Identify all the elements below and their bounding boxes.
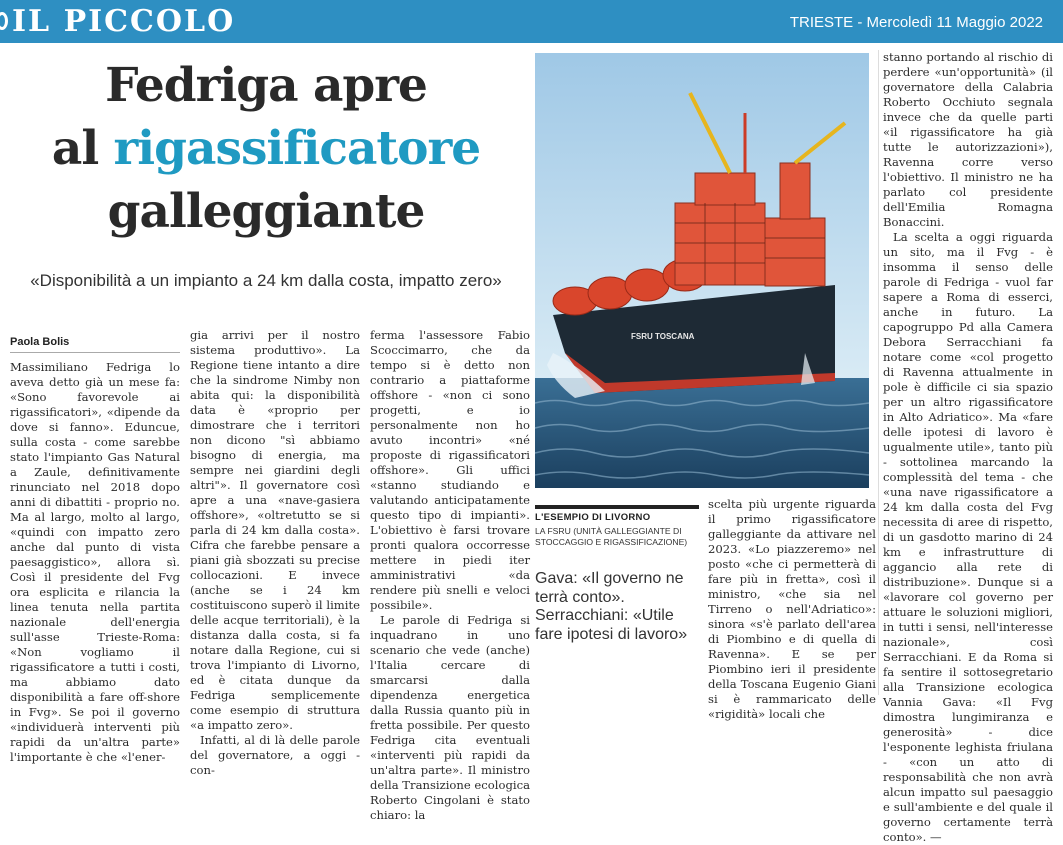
headline (10, 54, 522, 243)
paragraph: La scelta a oggi riguarda un sito, ma il Fvg - è insomma il senso delle parole di Fedriga - vuol far sapere a Roma di esserci, anche in futuro. La capogruppo Pd alla Camera Debora Serracchiani fa notare come «col progetto di Ravenna attualmente in pole è difficile ci sia spazio per un altro rigassificatore in Alto Adriatico». Ma «fare delle ipotesi di lavoro è ugualmente utile», tanto più - sottolinea marcando la complessità del tema - che «una nave rigassificatore a 24 km dalla costa del Fvg necessita di aree di rispetto, di un gasdotto marino di 24 km e infrastrutture di aggancio alla rete di distribuzione». Dunque si a «lavorare col governo per attuare le soluzioni migliori, in tutti i sensi, nell'interesse nazionale», così Serracchiani. E da Roma si fa sentire il sottosegretario alla Transizione ecologica Vannia Gava: «Il Fvg dimostra lungimiranza e generosità» - dice l'esponente leghista friulana - «con un atto di responsabilità che non avrà alcun impatto sul paesaggio e sull'ambiente e del quale il governo certamente terrà conto». — (883, 230, 1053, 844)
article-column-2 (190, 328, 360, 777)
article-column-5 (883, 50, 1053, 844)
paragraph: Massimiliano Fedriga lo aveva detto già un mese fa: «Sono favorevole ai rigassificatori», «dipende da dove si fanno». Eduncue, sulla costa - come sarebbe stato l'impianto Gas Natural a Zaule, definitivamente rinunciato nel 2018 dopo anni di dibattiti - proprio no. Ma al largo, molto al largo, «quindi con impatto zero anche dal punto di vista paesaggistico», allora sì. Così il presidente del Fvg ora esplicita e rilancia la linea tenuta nella partita nazionale dell'energia sull'asse Trieste-Roma: «Non vogliamo il rigassificatore a tutti i costi, ma abbiamo dato disponibilità a fare off-shore in Fvg». Se poi il governo «individuerà interventi più rapidi da un'altra parte» l'importante è che «l'ener- (10, 360, 180, 764)
caption-rule (535, 505, 699, 509)
headline-line-1: Fedriga apre (105, 58, 427, 113)
article-column-3 (370, 328, 530, 822)
paragraph: ferma l'assessore Fabio Scoccimarro, che da tempo si è detto non contrario a piattaforme offshore - «non ci sono progetti, e io personalmente non ho avuto incontri» «né proposte di rigassificatori offshore». Gli uffici «stanno studiando e valutando anticipatamente questo tipo di impianti». L'obiettivo è farsi trovare pronti qualora occorresse mettere in piedi iter amministrativi «da rendere più snelli e veloci possibile». (370, 328, 530, 612)
paragraph: Le parole di Fedriga si inquadrano in uno scenario che vede (anche) l'Italia cercare di smarcarsi dalla dipendenza energetica dalla Russia quanto più in fretta possibile. Per questo Fedriga cita eventuali «interventi più rapidi da un'altra parte». Il ministro della Transizione ecologica Roberto Cingolani è stato chiaro: la (370, 613, 530, 822)
paragraph: stanno portando al rischio di perdere «un'opportunità» (il governatore della Calabria Roberto Occhiuto segnala invece che da quelle parti «il rigassificatore ha già tutte le autorizzazioni»), Ravenna corre verso l'obiettivo. Il ministro ne ha parlato col presidente dell'Emilia Romagna Bonaccini. (883, 50, 1053, 229)
article-column-1 (10, 360, 180, 764)
subheadline: «Disponibilità a un impianto a 24 km dalla costa, impatto zero» (30, 271, 502, 290)
article-photo (535, 53, 869, 488)
headline-line-3: galleggiante (107, 184, 425, 239)
pull-quote: Gava: «Il governo ne terrà conto». Serracchiani: «Utile fare ipotesi di lavoro» (535, 570, 688, 643)
column-divider (878, 50, 879, 695)
paragraph: gia arrivi per il nostro sistema produttivo». La Regione tiene intanto a dire che la sindrome Nimby non abita qui: la disponibilità data è «proprio per dimostrare che i territori non dicono "sì abbiamo bisogno di energia, ma sempre nei giardini degli altri"». Il governatore così apre a una «nave-gasiera offshore», «oltretutto se si parla di 24 km dalla costa». Cifra che farebbe pensare a piani già sbozzati su precise collocazioni. E invece (anche se i 24 km costituiscono superò il limite delle acque territoriali), è la distanza dalla costa, si fa notare dalla Regione, cui si trova l'impianto di Livorno, ed è citata dunque da Fedriga semplicemente come esempio di struttura «a impatto zero». (190, 328, 360, 732)
newspaper-logo: IL PICCOLO (12, 4, 236, 39)
caption-title: L'ESEMPIO DI LIVORNO (535, 512, 651, 523)
byline: Paola Bolis (10, 336, 70, 348)
headline-line-2-prefix: al (51, 121, 114, 176)
paragraph: Infatti, al di là delle parole del governatore, a oggi - con- (190, 733, 360, 777)
masthead (0, 0, 1063, 43)
edition-date: TRIESTE - Mercoledì 11 Maggio 2022 (789, 14, 1043, 31)
headline-line-2-accent: rigassificatore (113, 121, 481, 176)
caption-text: LA FSRU (UNITÀ GALLEGGIANTE DI STOCCAGGIO E RIGASSIFICAZIONE) (535, 526, 688, 547)
byline-divider (10, 352, 180, 353)
article-column-4 (708, 497, 876, 721)
logo-mark-icon (0, 12, 8, 30)
fsru-ship-illustration (535, 53, 869, 488)
paragraph: scelta più urgente riguarda il primo rigassificatore galleggiante da attivare nel 2023. «Lo piazzeremo» nel posto «che ci permetterà di fare più in fretta», così il ministro, «che sia nel Tirreno o nell'Adriatico»: sinora «s'è parlato dell'area di Piombino e di quella di Ravenna». E se per Piombino ieri il presidente della Toscana Eugenio Giani si è rammaricato delle «rigidità» locali che (708, 497, 876, 721)
ship-name-label: FSRU TOSCANA (631, 332, 695, 341)
